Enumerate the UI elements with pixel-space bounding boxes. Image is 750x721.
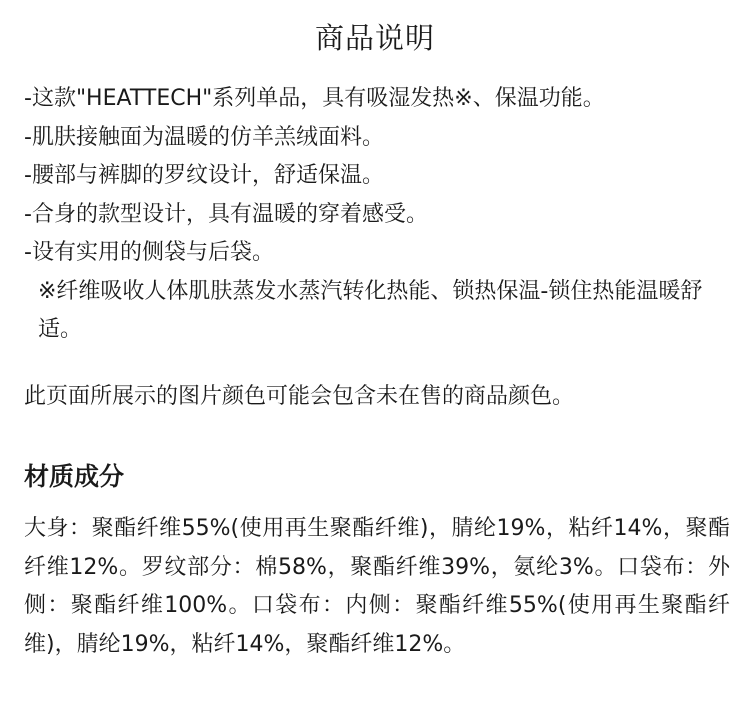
material-composition: 大身：聚酯纤维55%(使用再生聚酯纤维)，腈纶19%，粘纤14%，聚酯纤维12%。罗纹部分：棉58%，聚酯纤维39%，氨纶3%。口袋布：外侧：聚酯纤维100%。口袋布：内侧：聚酯纤维55%(使用再生聚酯纤维)，腈纶19%，粘纤14%，聚酯纤维12%。 xyxy=(24,516,730,657)
footnote: ※纤维吸收人体肌肤蒸发水蒸汽转化热能、锁热保温-锁住热能温暖舒适。 xyxy=(38,279,703,342)
feature-item: -这款"HEATTECH"系列单品，具有吸湿发热※、保温功能。 xyxy=(24,86,605,111)
feature-item: -设有实用的侧袋与后袋。 xyxy=(24,240,274,265)
material-heading: 材质成分 xyxy=(24,462,125,491)
feature-item: -腰部与裤脚的罗纹设计，舒适保温。 xyxy=(24,163,384,188)
feature-list xyxy=(24,80,734,273)
color-disclaimer: 此页面所展示的图片颜色可能会包含未在售的商品颜色。 xyxy=(24,384,575,409)
page-title: 商品说明 xyxy=(314,21,435,55)
feature-item: -肌肤接触面为温暖的仿羊羔绒面料。 xyxy=(24,124,384,150)
feature-item: -合身的款型设计，具有温暖的穿着感受。 xyxy=(24,201,428,227)
